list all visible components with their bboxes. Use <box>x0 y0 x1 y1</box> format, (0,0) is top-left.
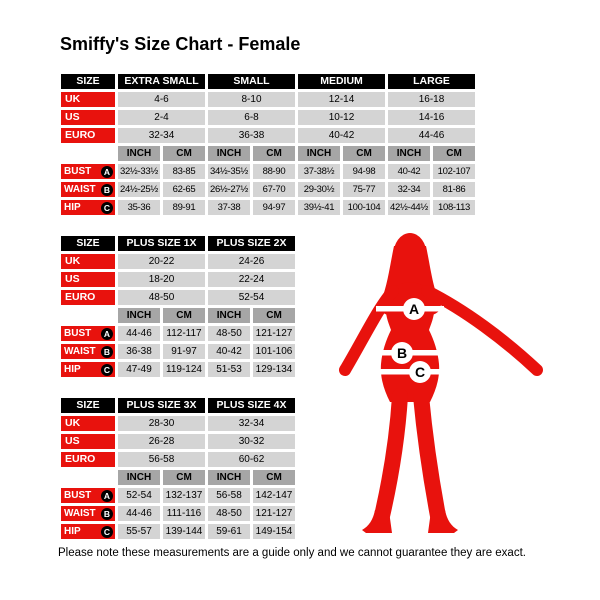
us-row <box>61 434 295 449</box>
hip-row-label <box>61 200 115 215</box>
badge-a: A <box>101 328 113 340</box>
cm-header-cell: CM <box>253 308 295 323</box>
cm-header-cell: CM <box>253 146 295 161</box>
euro-row <box>61 128 475 143</box>
uk-row-label: UK <box>61 254 115 269</box>
col-header-plus-3x: PLUS SIZE 3X <box>118 398 205 413</box>
uk-value-cell: 32-34 <box>208 416 295 431</box>
waist-value-cell: 121-127 <box>253 506 295 521</box>
inch-header-cell: INCH <box>298 146 340 161</box>
hip-label: HIP <box>64 526 81 537</box>
bust-value-cell: 40-42 <box>388 164 430 179</box>
spacer-cell <box>61 146 115 161</box>
hip-value-cell: 51-53 <box>208 362 250 377</box>
hip-value-cell: 55-57 <box>118 524 160 539</box>
euro-value-cell: 32-34 <box>118 128 205 143</box>
bust-row-label <box>61 164 115 179</box>
size-table-standard <box>58 71 478 218</box>
cm-header-cell: CM <box>163 308 205 323</box>
uk-value-cell: 8-10 <box>208 92 295 107</box>
us-value-cell: 30-32 <box>208 434 295 449</box>
hip-label: HIP <box>64 202 81 213</box>
unit-header-row <box>61 470 295 485</box>
waist-label: WAIST <box>64 508 96 519</box>
size-table-plus-3x-4x <box>58 395 298 542</box>
waist-value-cell: 91-97 <box>163 344 205 359</box>
cm-header-cell: CM <box>433 146 475 161</box>
euro-row <box>61 290 295 305</box>
bust-row <box>61 488 295 503</box>
bust-value-cell: 37-38½ <box>298 164 340 179</box>
waist-value-cell: 40-42 <box>208 344 250 359</box>
uk-row <box>61 254 295 269</box>
hip-value-cell: 139-144 <box>163 524 205 539</box>
inch-header-cell: INCH <box>388 146 430 161</box>
euro-row-label: EURO <box>61 452 115 467</box>
hip-value-cell: 37-38 <box>208 200 250 215</box>
waist-value-cell: 24½-25½ <box>119 184 159 195</box>
badge-b: B <box>101 346 113 358</box>
us-value-cell: 18-20 <box>118 272 205 287</box>
euro-value-cell: 36-38 <box>208 128 295 143</box>
euro-value-cell: 60-62 <box>208 452 295 467</box>
bust-value-cell: 56-58 <box>208 488 250 503</box>
uk-value-cell: 20-22 <box>118 254 205 269</box>
badge-a: A <box>101 490 113 502</box>
euro-value-cell: 40-42 <box>298 128 385 143</box>
bust-value-cell: 132-137 <box>163 488 205 503</box>
unit-header-row <box>61 308 295 323</box>
hip-value-cell: 39½-41 <box>298 200 340 215</box>
waist-label: WAIST <box>64 184 96 195</box>
marker-c-letter: C <box>414 364 426 380</box>
hip-row <box>61 362 295 377</box>
waist-value-cell: 101-106 <box>253 344 295 359</box>
bust-row-label <box>61 488 115 503</box>
uk-value-cell: 16-18 <box>388 92 475 107</box>
uk-row-label: UK <box>61 92 115 107</box>
bust-label: BUST <box>64 490 92 501</box>
waist-row <box>61 506 295 521</box>
bust-value-cell: 34½-35½ <box>209 166 249 177</box>
col-header-small: SMALL <box>208 74 295 89</box>
waist-value-cell: 67-70 <box>253 182 295 197</box>
cm-header-cell: CM <box>343 146 385 161</box>
waist-row <box>61 182 475 197</box>
us-value-cell: 22-24 <box>208 272 295 287</box>
us-value-cell: 6-8 <box>208 110 295 125</box>
hip-value-cell: 42½-44½ <box>389 202 429 213</box>
unit-header-row <box>61 146 475 161</box>
inch-header-cell: INCH <box>208 470 250 485</box>
inch-header-cell: INCH <box>208 308 250 323</box>
euro-row <box>61 452 295 467</box>
euro-value-cell: 44-46 <box>388 128 475 143</box>
bust-value-cell: 48-50 <box>208 326 250 341</box>
hip-value-cell: 100-104 <box>343 200 385 215</box>
us-row-label: US <box>61 110 115 125</box>
hip-value-cell: 94-97 <box>253 200 295 215</box>
waist-value-cell: 29-30½ <box>298 182 340 197</box>
bust-row-label <box>61 326 115 341</box>
euro-row-label: EURO <box>61 128 115 143</box>
uk-value-cell: 28-30 <box>118 416 205 431</box>
hip-value-cell: 59-61 <box>208 524 250 539</box>
uk-value-cell: 24-26 <box>208 254 295 269</box>
us-value-cell: 14-16 <box>388 110 475 125</box>
hip-row-label <box>61 524 115 539</box>
hip-value-cell: 35-36 <box>118 200 160 215</box>
hip-row-label <box>61 362 115 377</box>
header-row <box>61 236 295 251</box>
bust-value-cell: 52-54 <box>118 488 160 503</box>
bust-value-cell: 94-98 <box>343 164 385 179</box>
bust-label: BUST <box>64 328 92 339</box>
bust-label: BUST <box>64 166 92 177</box>
limbs <box>345 291 537 516</box>
badge-b: B <box>101 184 113 196</box>
us-row <box>61 110 475 125</box>
bust-value-cell: 121-127 <box>253 326 295 341</box>
badge-c: C <box>101 202 113 214</box>
waist-value-cell: 36-38 <box>118 344 160 359</box>
col-header-extra-small: EXTRA SMALL <box>118 74 205 89</box>
badge-a: A <box>101 166 113 178</box>
us-row-label: US <box>61 434 115 449</box>
us-row-label: US <box>61 272 115 287</box>
bust-value-cell: 102-107 <box>433 164 475 179</box>
bust-value-cell: 32½-33½ <box>119 166 159 177</box>
marker-a-letter: A <box>408 301 420 317</box>
bust-value-cell: 83-85 <box>163 164 205 179</box>
waist-row-label <box>61 182 115 197</box>
hip-value-cell: 89-91 <box>163 200 205 215</box>
bust-value-cell: 88-90 <box>253 164 295 179</box>
size-table-plus-1x-2x <box>58 233 298 380</box>
uk-row-label: UK <box>61 416 115 431</box>
body-silhouette <box>362 233 458 533</box>
marker-b-letter: B <box>396 345 408 361</box>
us-value-cell: 26-28 <box>118 434 205 449</box>
uk-row <box>61 92 475 107</box>
hip-value-cell: 149-154 <box>253 524 295 539</box>
col-header-plus-1x: PLUS SIZE 1X <box>118 236 205 251</box>
hip-value-cell: 47-49 <box>118 362 160 377</box>
waist-label: WAIST <box>64 346 96 357</box>
us-value-cell: 2-4 <box>118 110 205 125</box>
uk-row <box>61 416 295 431</box>
waist-value-cell: 81-86 <box>433 182 475 197</box>
inch-header-cell: INCH <box>118 470 160 485</box>
spacer-cell <box>61 470 115 485</box>
badge-b: B <box>101 508 113 520</box>
bust-row <box>61 326 295 341</box>
col-header-plus-4x: PLUS SIZE 4X <box>208 398 295 413</box>
hip-row <box>61 524 295 539</box>
waist-row-label <box>61 344 115 359</box>
page-title: Smiffy's Size Chart - Female <box>60 34 301 54</box>
cm-header-cell: CM <box>253 470 295 485</box>
waist-value-cell: 32-34 <box>388 182 430 197</box>
badge-c: C <box>101 526 113 538</box>
spacer-cell <box>61 308 115 323</box>
us-row <box>61 272 295 287</box>
euro-value-cell: 52-54 <box>208 290 295 305</box>
size-header-cell: SIZE <box>61 398 115 413</box>
bust-value-cell: 112-117 <box>163 326 205 341</box>
waist-value-cell: 75-77 <box>343 182 385 197</box>
hip-value-cell: 108-113 <box>433 200 475 215</box>
waist-value-cell: 111-116 <box>163 506 205 521</box>
badge-c: C <box>101 364 113 376</box>
bust-row <box>61 164 475 179</box>
cm-header-cell: CM <box>163 146 205 161</box>
col-header-medium: MEDIUM <box>298 74 385 89</box>
inch-header-cell: INCH <box>208 146 250 161</box>
waist-row-label <box>61 506 115 521</box>
inch-header-cell: INCH <box>118 308 160 323</box>
uk-value-cell: 12-14 <box>298 92 385 107</box>
euro-value-cell: 56-58 <box>118 452 205 467</box>
us-value-cell: 10-12 <box>298 110 385 125</box>
col-header-large: LARGE <box>388 74 475 89</box>
euro-value-cell: 48-50 <box>118 290 205 305</box>
hip-value-cell: 119-124 <box>163 362 205 377</box>
cm-header-cell: CM <box>163 470 205 485</box>
hip-label: HIP <box>64 364 81 375</box>
waist-value-cell: 26½-27½ <box>209 184 249 195</box>
waist-row <box>61 344 295 359</box>
header-row <box>61 74 475 89</box>
bust-value-cell: 142-147 <box>253 488 295 503</box>
hip-row <box>61 200 475 215</box>
female-silhouette-figure <box>330 228 552 540</box>
size-header-cell: SIZE <box>61 74 115 89</box>
waist-value-cell: 62-65 <box>163 182 205 197</box>
euro-row-label: EURO <box>61 290 115 305</box>
inch-header-cell: INCH <box>118 146 160 161</box>
uk-value-cell: 4-6 <box>118 92 205 107</box>
bust-value-cell: 44-46 <box>118 326 160 341</box>
size-header-cell: SIZE <box>61 236 115 251</box>
col-header-plus-2x: PLUS SIZE 2X <box>208 236 295 251</box>
waist-value-cell: 44-46 <box>118 506 160 521</box>
hip-value-cell: 129-134 <box>253 362 295 377</box>
footer-note: Please note these measurements are a guide only and we cannot guarantee they are exact. <box>58 547 526 559</box>
waist-value-cell: 48-50 <box>208 506 250 521</box>
header-row <box>61 398 295 413</box>
